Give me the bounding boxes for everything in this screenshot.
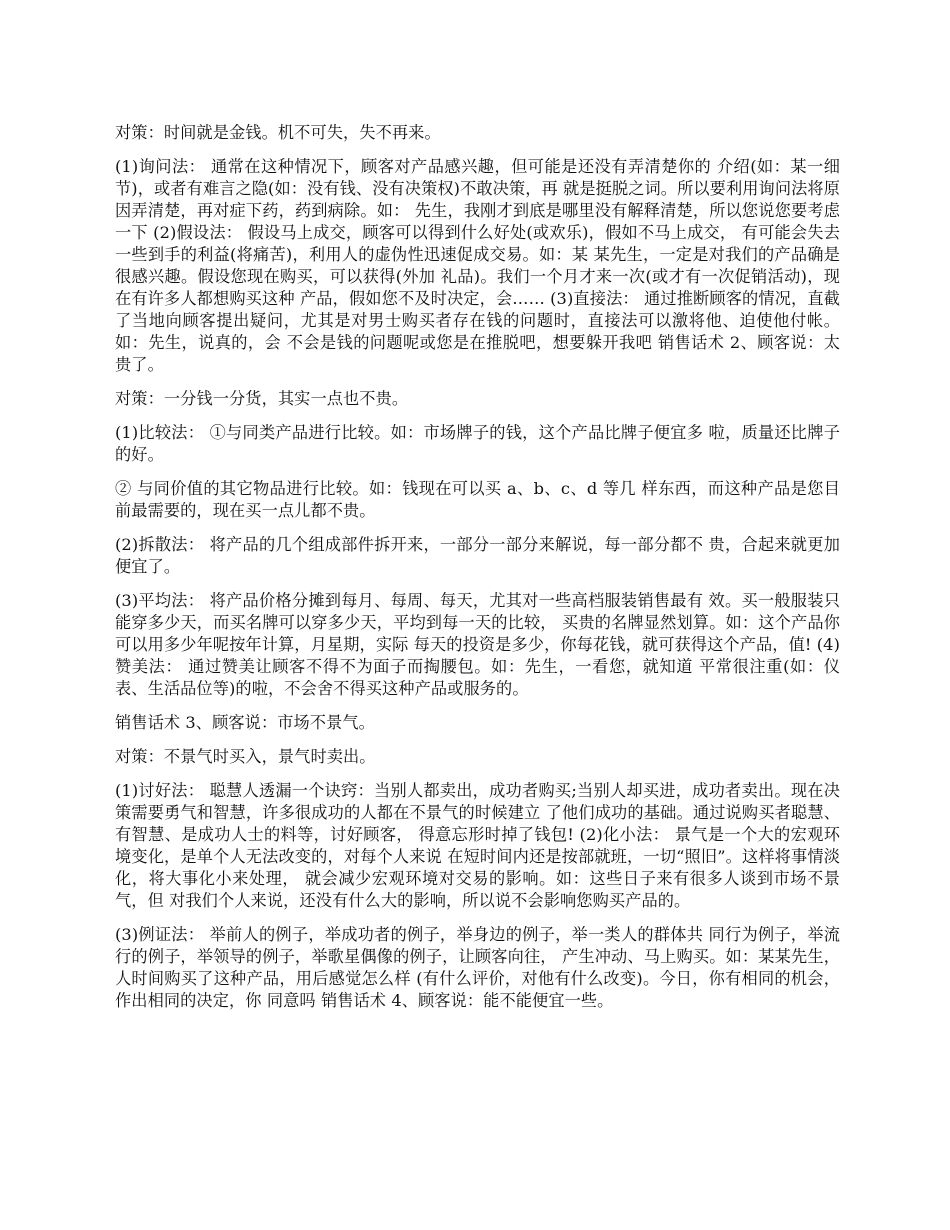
paragraph-script-3-heading: 销售话术 3、顾客说：市场不景气。 xyxy=(115,713,375,732)
paragraph-flatter-minimize: (1)讨好法： 聪慧人透漏一个诀窍：当别人都卖出，成功者购买;当别人却买进，成功者卖出。现在决策需要勇气和智慧，许多很成功的人都在不景气的时候建立 了他们成功的基础。通过说购买者聪慧、有智慧、是成功人士的料等，讨好顾客， 得意忘形时掉了钱包! (2)化小法： 景气是一个大的宏观环境变化，是单个人无法改变的，对每个人来说 在短时间内还是按部就班，一切“照旧”。这样将事情淡化，将大事化小来处理， 就会减少宏观环境对交易的影响。如：这些日子来有很多人谈到市场不景气，但 对我们个人来说，还没有什么大的影响，所以说不会影响您购买产品的。 xyxy=(115,781,840,910)
paragraph-compare-method: (1)比较法： ①与同类产品进行比较。如：市场牌子的钱，这个产品比牌子便宜多 啦，质量还比牌子的好。 xyxy=(115,423,840,464)
paragraph-compare-value: ② 与同价值的其它物品进行比较。如：钱现在可以买 a、b、c、d 等几 样东西，而这种产品是您目前最需要的，现在买一点儿都不贵。 xyxy=(115,479,840,520)
paragraph-split-method: (2)拆散法： 将产品的几个组成部件拆开来，一部分一部分来解说，每一部分都不 贵，合起来就更加便宜了。 xyxy=(115,535,840,576)
paragraph-example-method: (3)例证法： 举前人的例子，举成功者的例子，举身边的例子，举一类人的群体共 同行为例子，举流行的例子，举领导的例子，举歌星偶像的例子，让顾客向往， 产生冲动、马上购买。如：某某先生，人时间购买了这种产品，用后感觉怎么样 (有什么评价，对他有什么改变)。今日，你有相同的机会，作出相同的决定，你 同意吗 销售话术 4、顾客说：能不能便宜一些。 xyxy=(115,925,840,1010)
paragraph-inquiry-assume-direct: (1)询问法： 通常在这种情况下，顾客对产品感兴趣，但可能是还没有弄清楚你的 介绍(如：某一细节)，或者有难言之隐(如：没有钱、没有决策权)不敢决策，再 就是挺脱之词。所以要利用询问法将原因弄清楚，再对症下药，药到病除。如： 先生，我刚才到底是哪里没有解释清楚，所以您说您要考虑一下 (2)假设法： 假设马上成交，顾客可以得到什么好处(或欢乐)，假如不马上成交， 有可能会失去一些到手的利益(将痛苦)，利用人的虚伪性迅速促成交易。如：某 某先生，一定是对我们的产品确是很感兴趣。假设您现在购买，可以获得(外加 礼品)。我们一个月才来一次(或才有一次促销活动)，现在有许多人都想购买这种 产品，假如您不及时决定，会…… (3)直接法： 通过推断顾客的情况，直截了当地向顾客提出疑问，尤其是对男士购买者存在钱的问题时，直接法可以激将他、迫使他付帐。如：先生，说真的，会 不会是钱的问题呢或您是在推脱吧，想要躲开我吧 销售话术 2、顾客说：太贵了。 xyxy=(115,157,840,374)
paragraph-strategy-price: 对策：一分钱一分货，其实一点也不贵。 xyxy=(115,389,409,408)
document-body xyxy=(115,122,840,1024)
paragraph-strategy-time: 对策：时间就是金钱。机不可失，失不再来。 xyxy=(115,123,441,142)
paragraph-average-praise: (3)平均法： 将产品价格分摊到每月、每周、每天，尤其对一些高档服装销售最有 效。买一般服装只能穿多少天，而买名牌可以穿多少天，平均到每一天的比较， 买贵的名牌显然划算。如：这个产品你可以用多少年呢按年计算，月星期，实际 每天的投资是多少，你每花钱，就可获得这个产品，值! (4)赞美法： 通过赞美让顾客不得不为面子而掏腰包。如：先生，一看您，就知道 平常很注重(如：仪表、生活品位等)的啦，不会舍不得买这种产品或服务的。 xyxy=(115,591,840,698)
paragraph-strategy-recession: 对策：不景气时买入，景气时卖出。 xyxy=(115,747,376,766)
